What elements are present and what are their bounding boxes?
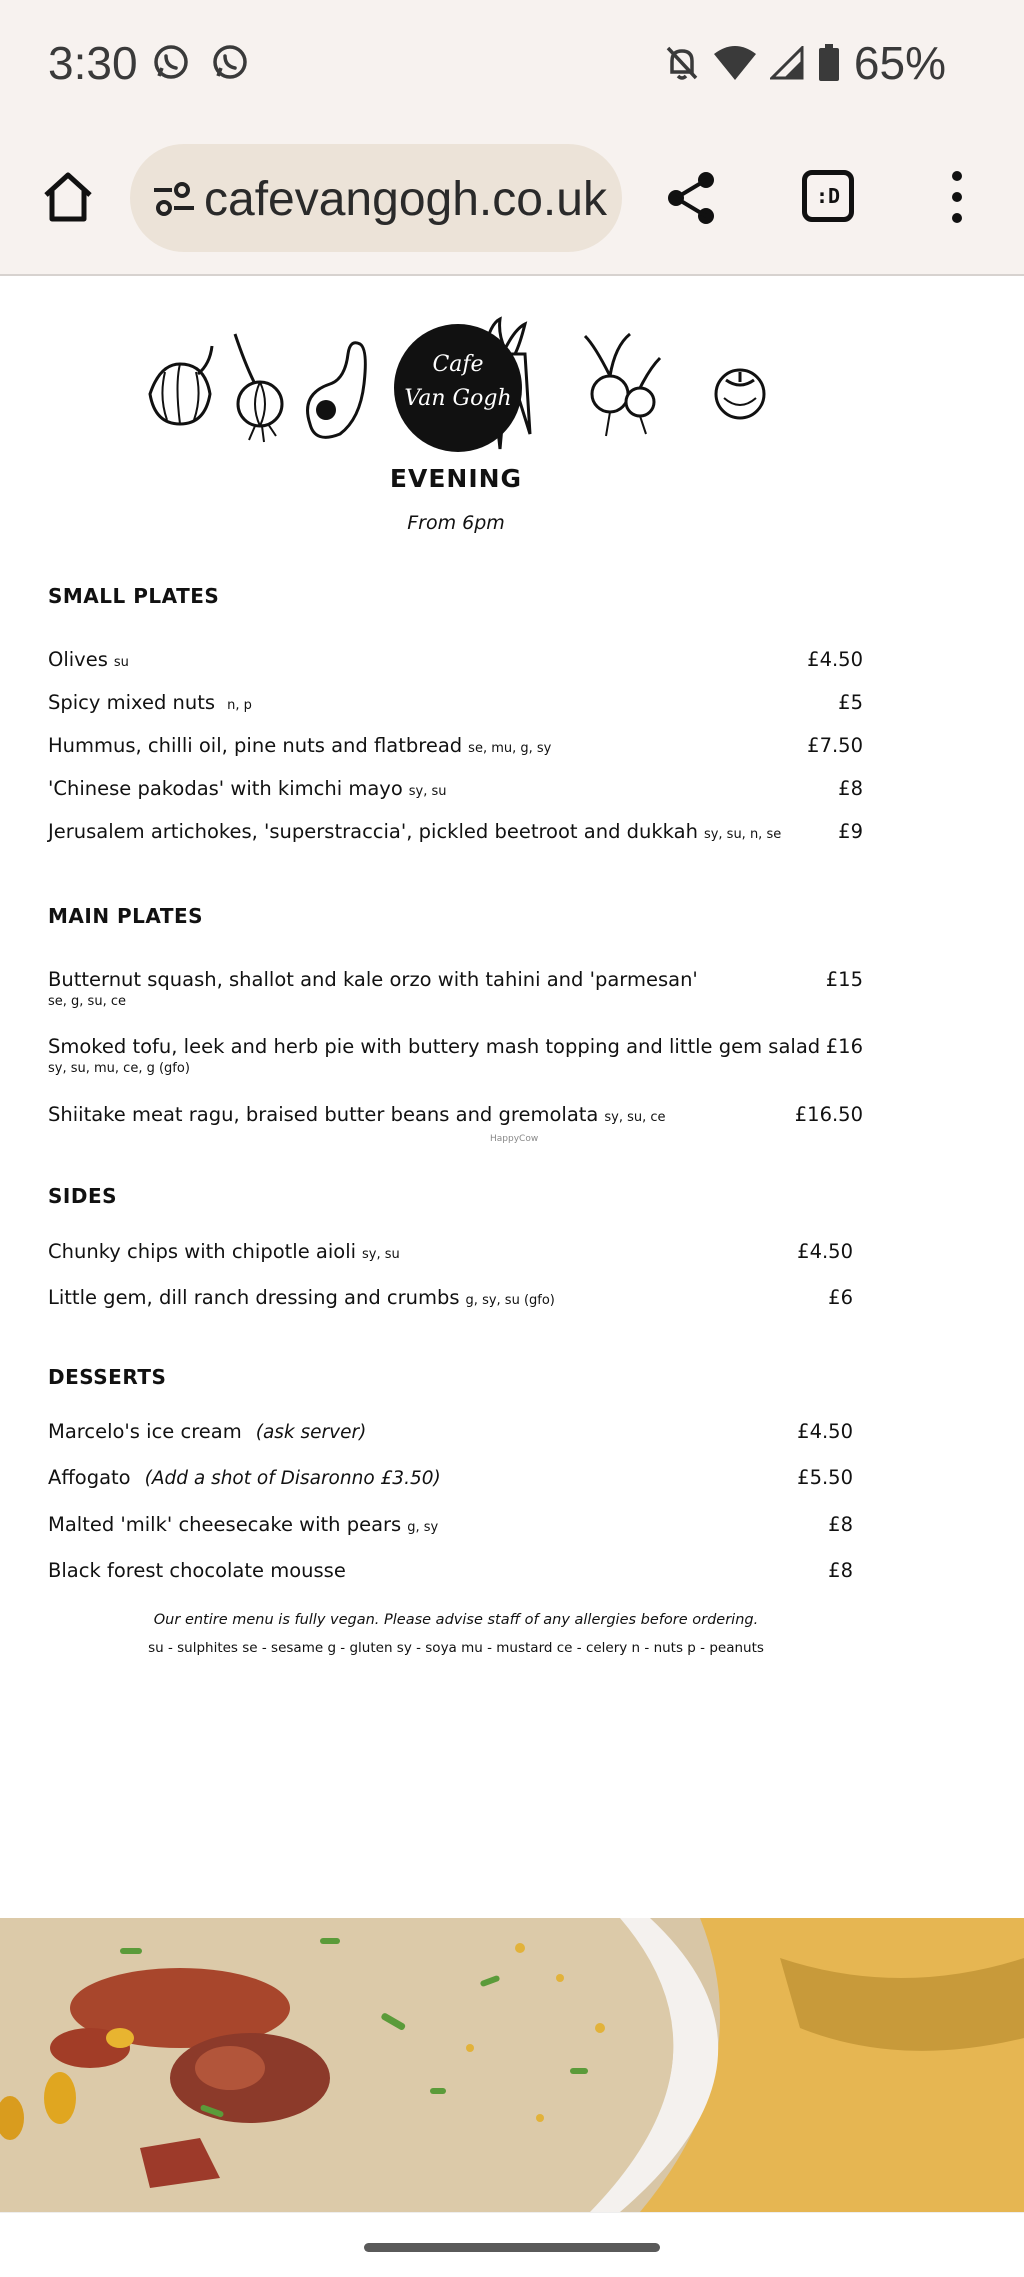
menu-item: Spicy mixed nuts n, p £5 [48,691,863,714]
section-heading-desserts: DESSERTS [48,1365,167,1389]
item-price: £8 [828,1559,853,1582]
more-vert-icon[interactable] [942,168,972,226]
share-icon[interactable] [664,170,720,226]
menu-page [0,278,1024,1918]
item-price: £7.50 [807,734,863,757]
garlic-illustration [150,346,212,424]
status-time: 3:30 [48,37,138,89]
battery-percent: 65% [853,37,946,89]
url-text: cafevangogh.co.uk [204,173,607,226]
system-nav-bar [0,2212,1024,2277]
item-price: £4.50 [797,1420,853,1443]
item-price: £5 [838,691,863,714]
site-settings-icon[interactable] [152,178,196,222]
menu-item: Jerusalem artichokes, 'superstraccia', pickled beetroot and dukkah sy, su, n, se £9 [48,820,863,843]
section-heading-sides: SIDES [48,1184,118,1208]
item-price: £4.50 [807,648,863,671]
squash-illustration [308,343,366,438]
tomato-illustration [716,370,764,418]
menu-item: Little gem, dill ranch dressing and crumbs g, sy, su (gfo) £6 [48,1286,853,1309]
item-price: £15 [825,968,863,991]
menu-item: Affogato (Add a shot of Disaronno £3.50) £5.50 [48,1466,853,1489]
status-icons [664,36,946,90]
item-price: £9 [838,820,863,843]
signal-icon [770,46,804,80]
whatsapp-icon [153,44,189,80]
gesture-handle[interactable] [364,2243,660,2252]
menu-item: 'Chinese pakodas' with kimchi mayo sy, su £8 [48,777,863,800]
item-price: £4.50 [797,1240,853,1263]
vegan-note: Our entire menu is fully vegan. Please advise staff of any allergies before ordering. [153,1612,759,1628]
beetroot-illustration [585,334,660,436]
address-bar[interactable] [130,144,622,252]
menu-item: Butternut squash, shallot and kale orzo with tahini and 'parmesan' se, g, su, ce £15 [48,968,863,1009]
whatsapp-icon [212,44,248,80]
menu-item: Shiitake meat ragu, braised butter beans and gremolata sy, su, ce £16.50 [48,1103,863,1126]
item-price: £5.50 [797,1466,853,1489]
menu-item: Hummus, chilli oil, pine nuts and flatbread se, mu, g, sy £7.50 [48,734,863,757]
item-price: £8 [828,1513,853,1536]
browser-toolbar [0,122,1024,276]
wifi-icon [714,46,756,80]
home-icon[interactable] [40,169,96,225]
cafe-logo: Cafe Van Gogh [394,324,522,452]
item-price: £16.50 [794,1103,863,1126]
menu-title: EVENING [389,464,523,493]
menu-subtitle: From 6pm [407,512,505,534]
notifications-off-icon [664,44,700,82]
onion-illustration [235,334,282,442]
menu-item: Olives su £4.50 [48,648,863,671]
item-price: £8 [838,777,863,800]
item-price: £6 [828,1286,853,1309]
menu-item: Chunky chips with chipotle aioli sy, su £4.50 [48,1240,853,1263]
menu-item: Smoked tofu, leek and herb pie with buttery mash topping and little gem salad sy, su, mu, ce, g (gfo) £16 [48,1035,863,1076]
item-price: £16 [825,1035,863,1058]
watermark: HappyCow [490,1134,539,1144]
status-bar [0,0,1024,122]
section-heading-main-plates: MAIN PLATES [48,904,204,928]
menu-item: Malted 'milk' cheesecake with pears g, sy £8 [48,1513,853,1536]
menu-item: Black forest chocolate mousse £8 [48,1559,853,1582]
battery-icon [818,44,840,82]
tabs-icon[interactable]: :D [802,170,854,222]
food-photo [0,1918,1024,2212]
section-heading-small-plates: SMALL PLATES [48,584,220,608]
allergen-legend: su - sulphites se - sesame g - gluten sy - soya mu - mustard ce - celery n - nuts p - peanuts [148,1640,764,1656]
food-photo-image [0,1918,1024,2212]
menu-item: Marcelo's ice cream (ask server) £4.50 [48,1420,853,1443]
